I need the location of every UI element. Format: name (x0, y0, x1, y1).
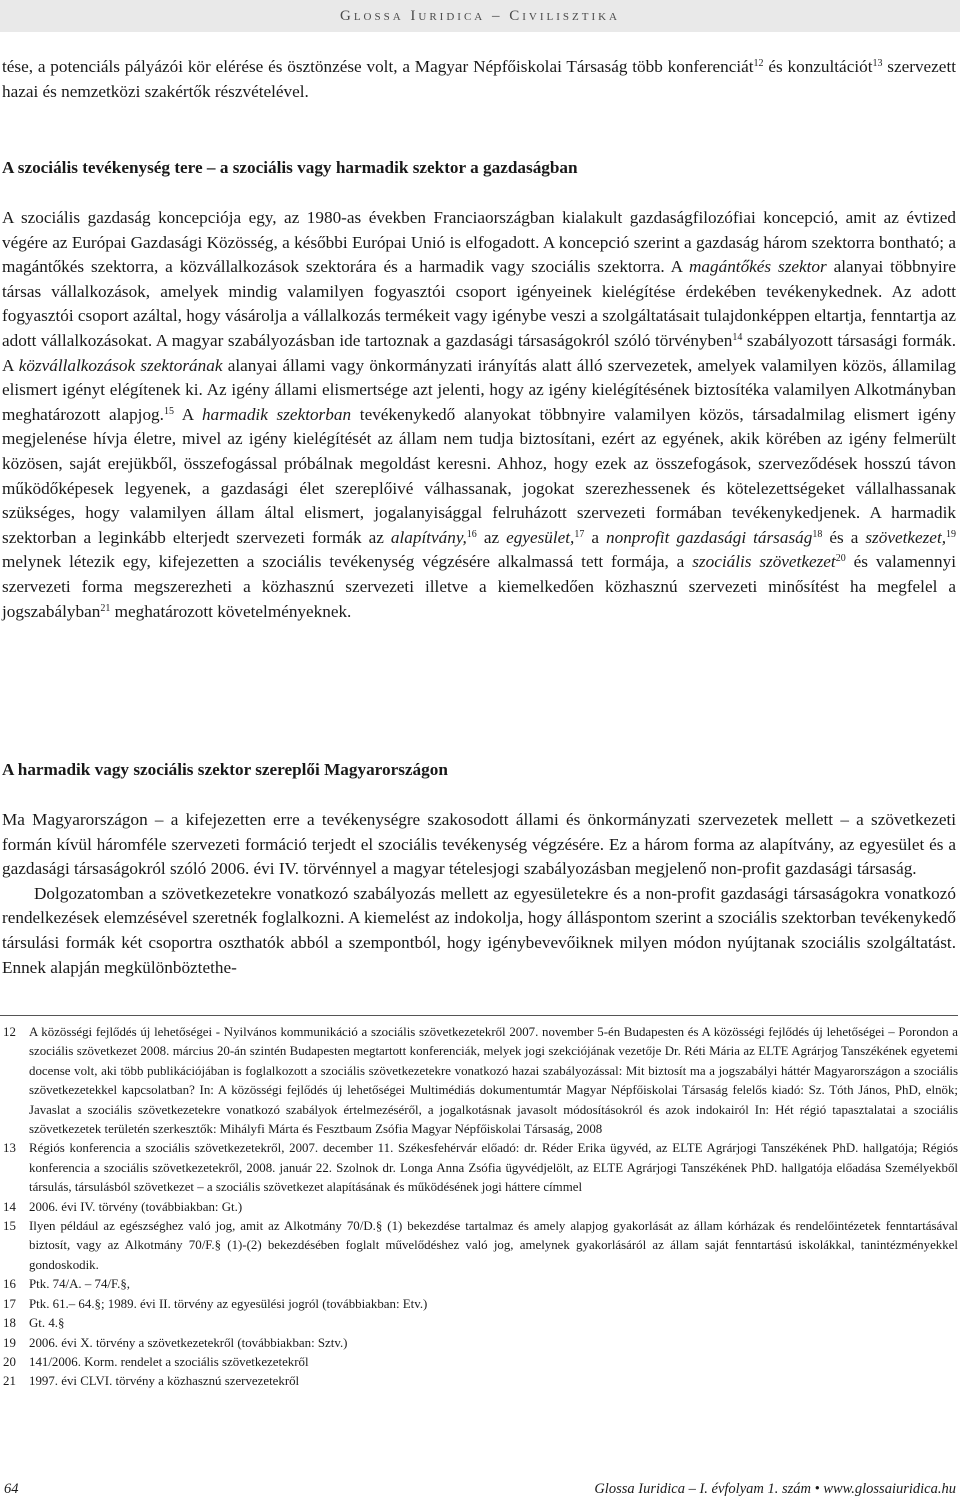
page-number: 64 (4, 1481, 19, 1497)
footnote-number: 18 (3, 1316, 16, 1331)
footnote-text: Ptk. 74/A. – 74/F.§, (29, 1277, 131, 1292)
section2-paragraph-1: Ma Magyarországon – a kifejezetten erre a tevékenységre szakosodott állami és önkormányzati szervezetek mellett – a szövetkezeti formán kívül háromféle szervezeti formáció terjedt el szociális tevékenység végzésére. Ez a három forma az alapítvány, az egyesület és a gazdasági társaságokról szóló 2006. évi IV. törvénnyel a magyar tételesjogi szabályozásban megjelenő non-profit gazdasági társaság. (2, 810, 956, 879)
footnote-text: Ilyen például az egészséghez való jog, amit az Alkotmány 70/D.§ (1) bekezdése tartalmaz és amely alapjog gyakorlását az állam kórházak és rendelőintézetek fenntartásával biztosít, vagy az Alkotmány 70/F.§ (1)-(2) bekezdésében foglalt művelődéshez való jog, amelynek gyakorlásáról az állam saját fenntartású iskolákkal, tanintézményekkel gondoskodik. (29, 1219, 958, 1272)
footnote-text: 141/2006. Korm. rendelet a szociális szövetkezetekről (29, 1354, 309, 1369)
footnote-item (0, 1217, 958, 1275)
section2-text (2, 808, 956, 980)
footnote-ref-18[interactable]: 18 (812, 528, 823, 540)
footnote-item (0, 1139, 958, 1197)
footnote-number: 12 (3, 1025, 16, 1039)
footnote-number: 14 (3, 1199, 16, 1214)
footnote-text: Régiós konferencia a szociális szövetkezetekről, 2007. december 11. Székesfehérvár előadó: dr. Réder Erika ügyvéd, az ELTE Agrárjogi Tanszékének PhD. hallgatója; Régiós konferencia a szociális szövetkezetekről, 2008. január 22. Szolnok dr. Longa Anna Zsófia ügyvédjelölt, az ELTE Agrárjogi Tanszékének PhD. hallgatója előadása Személyekből társulás, társulásból szövetkezet – a szociális szövetkezet alapításának és működésének jogi háttere címmel (29, 1141, 958, 1195)
footnote-number: 15 (3, 1219, 16, 1234)
footnote-ref-15[interactable]: 15 (163, 405, 174, 417)
section2-paragraph-2: Dolgozatomban a szövetkezetekre vonatkozó szabályozás mellett az egyesületekre és a non-profit gazdasági társaságokra vonatkozó rendelkezések elemzésével szeretnék foglalkozni. A kiemelést az indokolja, hogy álláspontom szerint a szociális szektorban tevékenykedő társulási formák két csoportra oszthatók abból a szempontból, hogy igénybevevőiknek milyen módon nyújtanak szociális szolgáltatást. Ennek alapján megkülönböztethe- (2, 883, 956, 977)
section1-paragraph: A szociális gazdaság koncepciója egy, az 1980-as években Franciaországban kialakult gazdaságfilozófiai koncepció, amit az évtized végére az Európai Gazdasági Közösség, a későbbi Európai Unió is elfogadott. A koncepció szerint a gazdaság három szektorra bontható; a magántőkés szektorra, a közvállalkozások szektorára és a harmadik vagy szociális szektorra. A magántőkés szektor alanyai többnyire társas vállalkozások, amelyek mindig valamilyen fogyasztói csoport igényeinek kielégítése érdekében tevékenykednek. Az adott fogyasztói csoport azáltal, hogy vásárolja a vállalkozás termékeit vagy igénybe veszi a szolgáltatásait tulajdonképpen eltartja, fenntartja az adott vállalkozásokat. A magyar szabályozásban ide tartoznak a gazdasági társaságokról szóló törvényben$^{14}$ szabályozott társasági formák. A közvállalkozások szektorának alanyai állami vagy önkormányzati irányítás alatt álló szervezetek, amelyek valamilyen közös, államilag elismert igényt elégítenek ki. Az igény állami elismertsége azt jelenti, hogy az igény kielégítésének biztosítéka valamilyen Alkotmányban meghatározott alapjog.$^{15}$ A harmadik szektorban tevékenykedő alanyokat többnyire valamilyen közös, társadalmilag elismert igény megjelenése hívja életre, mivel az igény kielégítését az állam nem tudja biztosítani, ezért az egyének, akik körében az igény felmerült közösen, saját erejükből, összefogással próbálnak megoldást keresni. Ahhoz, hogy ezek az összefogások, szerveződések hosszú távon működőképesek legyenek, a gazdasági élet szereplőivé válhassanak, jogokat szerezhessenek és kötelezettségeket vállalhassanak szükséges, hogy valamilyen állam által elismert, jogalanyisággal felruházott szervezeti formában tevékenykedjenek. A harmadik szektorban a leginkább elterjedt szervezeti formák az alapítvány,$^{16}$ az egyesület,$^{17}$ a nonprofit gazdasági társaság$^{18}$ és a szövetkezet,$^{19}$ melynek létezik egy, kifejezetten a szociális tevékenység végzésére alkalmassá tett formája, a szociális szövetkezet$^{20}$ és valamennyi szervezeti forma megszerezheti a közhasznú szervezeti illetve a kiemelkedően közhasznú szervezeti minősítést ha megfelel a jogszabályban$^{21}$ meghatározott követelményeknek. (2, 208, 957, 621)
footnote-ref-20[interactable]: 20 (835, 553, 846, 565)
footnote-number: 16 (3, 1277, 16, 1292)
journal-reference: Glossa Iuridica – I. évfolyam 1. szám • www.glossaiuridica.hu (594, 1481, 956, 1497)
footnote-text: Gt. 4.§ (29, 1316, 65, 1331)
footnote-item (0, 1275, 958, 1294)
footnote-item (0, 1023, 958, 1139)
section-heading-1: A szociális tevékenység tere – a szociális vagy harmadik szektor a gazdaságban (2, 158, 578, 177)
footnote-number: 19 (3, 1335, 16, 1350)
footnote-text: Ptk. 61.– 64.§; 1989. évi II. törvény az egyesülési jogról (továbbiakban: Etv.) (29, 1296, 428, 1311)
footnote-text: 1997. évi CLVI. törvény a közhasznú szervezetekről (29, 1374, 300, 1389)
footnote-text: 2006. évi IV. törvény (továbbiakban: Gt.) (29, 1199, 243, 1214)
footnote-ref-14[interactable]: 14 (732, 331, 743, 343)
footnote-number: 20 (3, 1354, 16, 1369)
footnote-item (0, 1295, 958, 1314)
footnote-item (0, 1198, 958, 1217)
footnote-text: A közösségi fejlődés új lehetőségei - Nyilvános kommunikáció a szociális szövetkezetekről 2007. november 5-én Budapesten és A közösségi fejlődés új lehetőségei – Porondon a szociális szövetkezet 2008. március 20-án szintén Budapesten megtartott konferenciák, melyek jogi szekciójának vezetője Dr. Réti Mária az ELTE Agrárjog Tanszékének egyetemi docense volt, aki több publikációjában is foglalkozott a szociális szövetkezetekre vonatkozó hazai szabályozással: Mit biztosít ma a jogszabályi háttér Magyarországon a szociális szövetkezetekkel kapcsolatban? In: A közösségi fejlődés új lehetőségei Multimédiás dokumentumtár Magyar Népfőiskolai Társaság felelős kiadó: Sz. Tóth János, PhD, elnök; Javaslat a szociális szövetkezetekre vonatkozó szabályok értelmezéséről, a jogalkotásnak javasolt módosításokról és azok indokairól In: Hét régió tapasztalatai a szociális szövetkezetek területén szerkesztők: Mihályfi Márta és Fesztbaum Zsófia Magyar Népfőiskolai Társaság, 2008 (29, 1025, 958, 1137)
section-heading-2: A harmadik vagy szociális szektor szereplői Magyarországon (2, 760, 448, 779)
footnote-item (0, 1372, 958, 1391)
footnote-ref-12[interactable]: 12 (753, 58, 764, 69)
intro-paragraph: tése, a potenciáls pályázói kör elérése és ösztönzése volt, a Magyar Népfőiskolai Társaság több konferenciát$^{12}$ és konzultációt$^{13}$ szervezett hazai és nemzetközi szakértők részvételével. (2, 57, 956, 101)
footnote-ref-13[interactable]: 13 (872, 58, 883, 69)
footnote-ref-16[interactable]: 16 (466, 528, 477, 540)
footnotes-list (0, 1023, 958, 1392)
footnote-ref-17[interactable]: 17 (574, 528, 585, 540)
running-header (0, 0, 960, 32)
page-footer (0, 1481, 960, 1499)
footnote-ref-21[interactable]: 21 (100, 602, 111, 614)
footnote-divider (0, 1015, 958, 1016)
footnote-ref-19[interactable]: 19 (946, 528, 957, 540)
footnote-item (0, 1314, 958, 1333)
footnote-item (0, 1353, 958, 1372)
running-title: Glossa Iuridica – Civilisztika (339, 8, 620, 24)
footnote-number: 13 (3, 1141, 16, 1156)
footnote-item (0, 1334, 958, 1353)
footnote-number: 17 (3, 1296, 16, 1311)
footnote-number: 21 (3, 1374, 16, 1389)
footnote-text: 2006. évi X. törvény a szövetkezetekről (továbbiakban: Sztv.) (29, 1335, 348, 1350)
